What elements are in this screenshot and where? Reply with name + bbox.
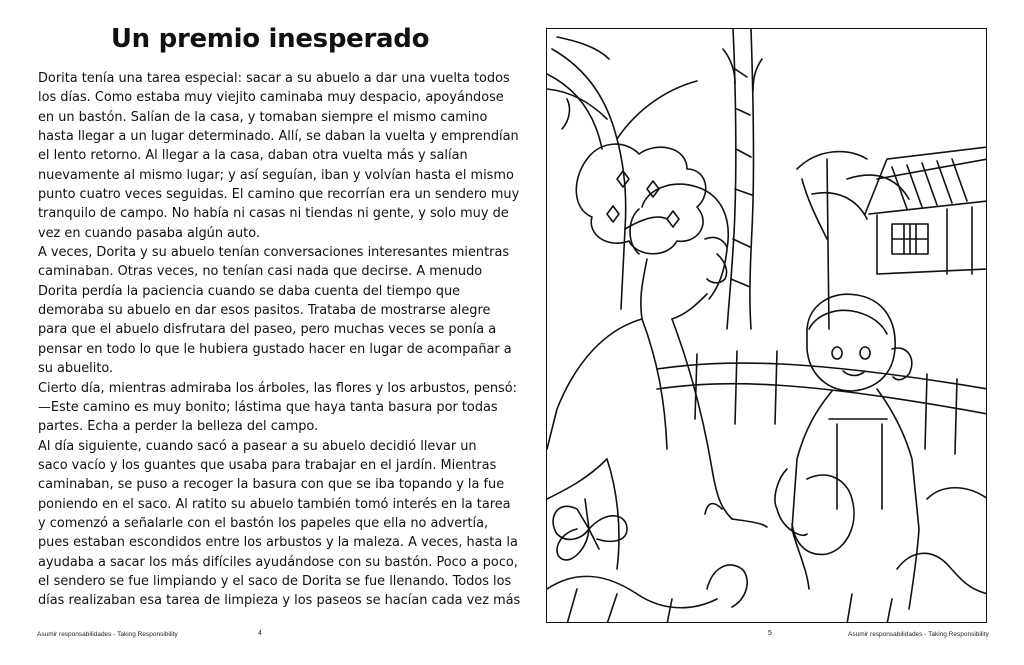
girl xyxy=(775,294,919,609)
right-page-number: 5 xyxy=(768,630,772,637)
butterfly xyxy=(553,499,627,560)
story-line: pensar en todo lo que le hubiera gustado hacer en lugar de acompañar a xyxy=(38,341,512,357)
story-line: caminaban, se puso a recoger la basura con que se iba topando y la fue xyxy=(38,477,505,493)
story-line: los días. Como estaba muy viejito caminaba muy despacio, apoyándose xyxy=(38,90,504,106)
story-line: Cierto día, mientras admiraba los árboles, las flores y los arbustos, pensó: xyxy=(38,380,518,396)
story-line: —Este camino es muy bonito; lástima que haya tanta basura por todas xyxy=(38,399,498,415)
right-footer: Asumir responsabilidades - Taking Responsibility xyxy=(848,631,989,638)
story-line: para que el abuelo disfrutara del paseo, pero muchas veces se ponía a xyxy=(38,322,497,338)
story-line: su abuelito. xyxy=(38,361,114,377)
story-line: vez en cuando pasaba algún auto. xyxy=(38,225,260,241)
story-line: punto cuatro veces seguidas. El camino que recorrían era un sendero muy xyxy=(38,187,520,203)
story-line: en un bastón. Salían de la casa, y tomaban siempre el mismo camino xyxy=(38,109,488,125)
story-line: y comenzó a señalarle con el bastón los papeles que ella no advertía, xyxy=(38,515,489,531)
story-line: hasta llegar a un lugar determinado. Allí, se daban la vuelta y emprendían xyxy=(38,129,519,145)
story-line: pues estaban escondidos entre los arbustos y la maleza. A veces, hasta la xyxy=(38,535,518,551)
story-line: Dorita perdía la paciencia cuando se daba cuenta del tiempo que xyxy=(38,283,461,299)
story-line: poniendo en el saco. Al ratito su abuelo también tomó interés en la tarea xyxy=(38,496,511,512)
story-line: Dorita tenía una tarea especial: sacar a su abuelo a dar una vuelta todos xyxy=(38,71,510,86)
story-line: A veces, Dorita y su abuelo tenían conversaciones interesantes mientras xyxy=(38,245,510,261)
left-footer: Asumir responsabilidades - Taking Responsibility xyxy=(37,631,178,638)
story-line: caminaban. Otras veces, no tenían casi nada que decirse. A menudo xyxy=(38,264,483,280)
story-line: Al día siguiente, cuando sacó a pasear a su abuelo decidió llevar un xyxy=(38,438,477,454)
story-line: partes. Echa a perder la belleza del campo. xyxy=(38,419,319,435)
left-page-number: 4 xyxy=(258,630,262,637)
story-line: días realizaban esa tarea de limpieza y los paseos se hacían cada vez más xyxy=(38,593,521,609)
coloring-illustration xyxy=(546,28,987,623)
story-line: ayudaba a sacar los más difíciles ayudándose con su bastón. Poco a poco, xyxy=(38,554,518,570)
story-line: el lento retorno. Al llegar a la casa, daban otra vuelta más y salían xyxy=(38,148,468,164)
story-text xyxy=(38,69,521,611)
story-line: tranquilo de campo. No había ni casas ni tiendas ni gente, y solo muy de xyxy=(38,206,509,222)
page-title: Un premio inesperado xyxy=(110,24,430,54)
bush xyxy=(576,144,705,254)
story-line: demoraba su abuelo en dar esos pasitos. Trataba de mostrarse alegre xyxy=(38,303,491,319)
foreground-plants xyxy=(547,488,987,623)
story-line: el sendero se fue limpiando y el saco de Dorita se fue llenando. Todos los xyxy=(38,573,512,589)
story-line: nuevamente al mismo lugar; y así seguían, iban y volvían hasta el mismo xyxy=(38,167,514,183)
tall-tree xyxy=(723,29,762,329)
story-line: saco vacío y los guantes que usaba para trabajar en el jardín. Mientras xyxy=(38,457,497,473)
house xyxy=(865,147,987,274)
